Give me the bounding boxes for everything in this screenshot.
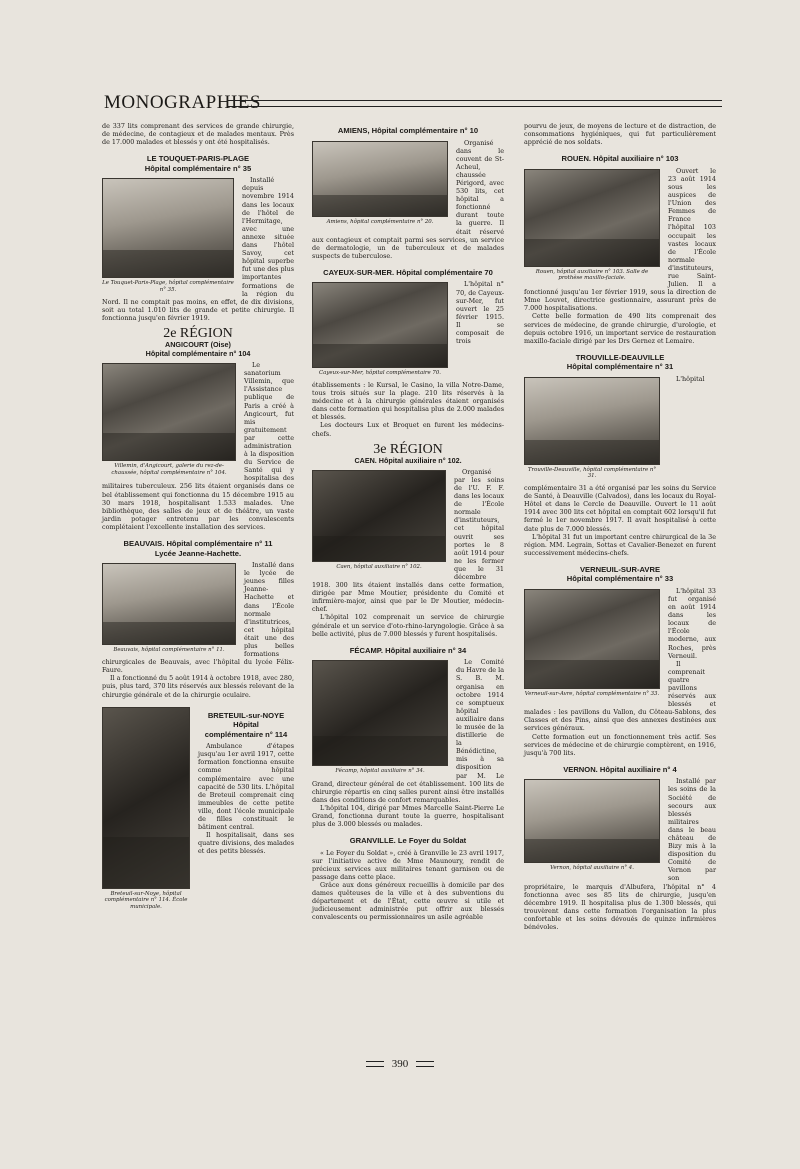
angicourt-heading <box>102 340 294 358</box>
verneuil-text-1: L'hôpital 33 fut organisé en août 1914 dans les locaux de l'École moderne, aux Roches, près Verneuil. <box>668 586 716 660</box>
breteuil-image <box>102 707 190 889</box>
trouville-text-2: L'hôpital 31 fut un important centre chirurgical de la 3e région. MM. Legrain, Sottas et Cavalier-Benezet en furent successivement médecins-chefs. <box>524 532 716 557</box>
verneuil-title: VERNEUIL-SUR-AVRE <box>579 564 661 574</box>
cayeux-title: CAYEUX-SUR-MER. Hôpital complémentaire 70 <box>323 267 493 277</box>
vernon-caption: Vernon, hôpital auxiliaire n° 4. <box>550 865 634 872</box>
rouen-image <box>524 169 660 267</box>
trouville-image <box>524 377 660 465</box>
angicourt-photo <box>102 363 236 476</box>
caen-image <box>312 470 446 562</box>
verneuil-text-2: Il comprenait quatre pavillons réservés aux blessés et malades : les pavillons du Vallon, du Côteau-Sablons, des Classes et des Pins, ainsi que des annexes destinées aux services généraux. <box>524 659 716 733</box>
col1-intro: de 337 lits comprenant des services de grande chirurgie, de médecine, de contagieux et de malades mentaux. Près de 17.000 malades et blessés y ont été hospitalisés. <box>102 122 294 147</box>
verneuil-subtitle: Hôpital complémentaire n° 33 <box>566 574 674 584</box>
caen-photo <box>312 470 446 571</box>
angicourt-text: Le sanatorium Villemin, que l'Assistance publique de Paris a créé à Angicourt, fut mis gratuitement par cette administration à la disposition du Service de Santé qui y hospitalisa des militaires tuberculeux. 256 lits étaient organisés dans ce bel établissement qui fonctionna du 15 décembre 1915 au 30 mars 1918, hospitalisant 1.533 malades. Une bibliothèque, des salles de jeux et de théâtre, un vaste jardin potager entretenu par les convalescents complétaient l'excellente installation des services. <box>102 361 294 531</box>
fecamp-image <box>312 660 448 766</box>
angicourt-subtitle: Hôpital complémentaire n° 104 <box>145 349 251 359</box>
column-2 <box>312 122 504 922</box>
vernon-text: Installé par les soins de la Société de secours aux blessés militaires dans le beau château de Bizy mis à la disposition du Comité de Vernon par son propriétaire, le marquis d'Albufera, l'hôpital n° 4 fonctionna avec ses 85 lits de chirurgie, jusqu'en décembre 1919. Il hospitalisa plus de 1.300 blessés, qui trouvèrent dans cette formation l'organisation la plus confortable et les soins dévoués de quinze infirmières bénévoles. <box>524 777 716 932</box>
fecamp-caption: Fécamp, hôpital auxiliaire n° 34. <box>335 768 425 775</box>
angicourt-title: ANGICOURT (Oise) <box>165 340 231 350</box>
page-footer <box>0 1058 800 1070</box>
amiens-title: AMIENS, Hôpital complémentaire n° 10 <box>337 126 479 135</box>
rouen-caption: Rouen, hôpital auxiliaire n° 103. Salle de prothèse maxillo-faciale. <box>535 268 649 282</box>
beauvais-image <box>102 563 236 645</box>
beauvais-title: BEAUVAIS. Hôpital complémentaire n° 11 <box>123 539 273 549</box>
touquet-caption: Le Touquet-Paris-Plage, hôpital complémentaire n° 35. <box>102 280 234 293</box>
caen-text-2: L'hôpital 102 comprenait un service de chirurgie générale et un service d'oto-rhino-laryngologie. Grâce à sa belle activité, plus de 7.000 blessés y furent hospitalisés. <box>312 613 504 638</box>
page-header-title: MONOGRAPHIES <box>104 92 261 113</box>
breteuil-text-2: Il hospitalisait, dans ses quatre divisions, des malades et des petits blessés. <box>198 831 294 856</box>
breteuil-text-1: Ambulance d'étapes jusqu'au 1er avril 1917, cette formation fonctionna ensuite comme hôpital complémentaire avec une capacité de 530 lits. L'hôpital de Breteuil comprenait cinq immeubles de cette petite ville, dont l'école municipale de filles constituait le bâtiment central. <box>198 742 294 832</box>
verneuil-heading <box>524 565 716 584</box>
touquet-subtitle: Hôpital complémentaire n° 35 <box>144 163 252 173</box>
rouen-title: ROUEN. Hôpital auxiliaire n° 103 <box>561 154 679 164</box>
verneuil-photo <box>524 589 660 698</box>
rouen-text-1: Ouvert le 23 août 1914 sous les auspices de l'Union des Femmes de France l'hôpital 103 occupait les vastes locaux de l'École normale d'instituteurs, rue Saint-Julien. Il a fonctionné jusqu'au 1er février 1919, sous la direction de Mme Louvet, directrice gestionnaire, assurant près de 7.000 hospitalisations. <box>524 166 716 313</box>
fecamp-text-2: L'hôpital 104, dirigé par Mmes Marcelle Saint-Pierre Le Grand, fonctionna durant toute la guerre, hospitalisant plus de 3.000 blessés ou malades. <box>312 803 504 829</box>
column-1 <box>102 122 294 914</box>
amiens-photo <box>312 141 448 226</box>
touquet-title: LE TOUQUET-PARIS-PLAGE <box>146 154 250 164</box>
trouville-title: TROUVILLE-DEAUVILLE <box>575 352 665 362</box>
touquet-photo <box>102 178 234 293</box>
caen-text-1: Organisé par les soins de l'U. F. F. dans les locaux de l'École normale d'instituteurs, cet hôpital ouvrit ses portes le 8 août 1914 pour ne les fermer que le 31 décembre 1918. 300 lits étaient installés dans cette formation, dirigée par Mme Moutier, présidente du Comité et infirmière-major, ainsi que par le Dr Moutier, médecin-chef. <box>312 467 504 614</box>
breteuil-subtitle-2: complémentaire n° 114 <box>204 729 288 739</box>
cayeux-photo <box>312 282 448 377</box>
rouen-photo <box>524 169 660 282</box>
footer-rule-left <box>366 1061 384 1067</box>
trouville-photo <box>524 377 660 480</box>
col3-intro: pourvu de jeux, de moyens de lecture et de distraction, de consommations hygiéniques, qui fut particulièrement apprécié de nos soldats. <box>524 122 716 147</box>
vernon-title: VERNON. Hôpital auxiliaire n° 4 <box>563 764 677 774</box>
beauvais-text-2: Il a fonctionné du 5 août 1914 à octobre 1918, avec 280, puis, plus tard, 370 lits réservés aux blessés relevant de la chirurgie générale et de la chirurgie oculaire. <box>102 674 294 699</box>
granville-text-2: Grâce aux dons généreux recueillis à domicile par des dames quêteuses de la ville et à des subventions du département et de l'État, cette œuvre si utile et judicieusement administrée put offrir aux blessés convalescents ou permissionnaires un asile agréable <box>312 881 504 922</box>
amiens-image <box>312 141 448 217</box>
region-2-heading: 2e RÉGION <box>163 325 233 341</box>
breteuil-caption: Breteuil-sur-Noye, hôpital complémentaire n° 114. École municipale. <box>104 890 188 910</box>
region-3-heading: 3e RÉGION <box>373 441 443 457</box>
amiens-text: Organisé dans le couvent de St-Acheul, chaussée Périgord, avec 530 lits, cet hôpital a fonctionné durant toute la guerre. Il était réservé aux contagieux et comptait parmi ses services, un service de dermatologie, un de tuberculeux et de malades suspects de tuberculose. <box>312 138 504 260</box>
vernon-photo <box>524 779 660 872</box>
trouville-subtitle: Hôpital complémentaire n° 31 <box>566 362 674 372</box>
breteuil-title: BRETEUIL-sur-NOYE <box>207 710 285 720</box>
caen-title: CAEN. Hôpital auxiliaire n° 102. <box>354 455 462 465</box>
breteuil-subtitle-1: Hôpital <box>233 720 259 730</box>
beauvais-text-1: Installé dans le lycée de jeunes filles Jeanne-Hachette et dans l'École normale d'institutrices, cet hôpital était une des plus belles formations chirurgicales de Beauvais, avec l'hôpital du lycée Félix-Faure. <box>102 561 294 675</box>
rouen-text-2: Cette belle formation de 490 lits comprenait des services de médecine, de grande chirurgie, d'urologie, et depuis octobre 1916, un important service de restauration maxillo-faciale dirigé par les Drs Gernez et Lemaire. <box>524 312 716 345</box>
granville-title: GRANVILLE. Le Foyer du Soldat <box>349 836 467 846</box>
verneuil-image <box>524 589 660 689</box>
touquet-text: Installé depuis novembre 1914 dans les locaux de l'hôtel de l'Hermitage, avec une annexe située dans l'hôtel Savoy, cet hôpital superbe fut une des plus importantes formations de la région du Nord. Il ne comptait pas moins, en effet, de dix divisions, soit au total 1.010 lits de grande et petite chirurgie. Il fonctionna jusqu'en février 1919. <box>102 176 294 322</box>
beauvais-photo <box>102 563 236 654</box>
beauvais-heading <box>102 539 294 558</box>
verneuil-text-3: Cette formation eut un fonctionnement très actif. Ses services de médecine et de chirurgie comptèrent, en 1916, jusqu'à 700 lits. <box>524 732 716 757</box>
verneuil-caption: Verneuil-sur-Avre, hôpital complémentaire n° 33. <box>524 690 660 697</box>
column-3 <box>524 122 716 931</box>
trouville-caption: Trouville-Deauville, hôpital complémentaire n° 31. <box>527 466 657 480</box>
fecamp-text-1: Le Comité du Havre de la S. B. M. organisa en octobre 1914 ce somptueux hôpital auxiliaire dans le musée de la distillerie de la Bénédictine, mis à sa disposition par M. Le Grand, directeur général de cet établissement. 100 lits de chirurgie répartis en cinq salles purent ainsi être installés dans des conditions de confort remarquables. <box>312 658 504 804</box>
cayeux-text-2: Les docteurs Lux et Broquet en furent les médecins-chefs. <box>312 421 504 438</box>
cayeux-image <box>312 282 448 368</box>
breteuil-photo <box>102 707 190 911</box>
touquet-image <box>102 178 234 278</box>
footer-rule-right <box>416 1061 434 1067</box>
header-rule <box>228 100 722 107</box>
caen-caption: Caen, hôpital auxiliaire n° 102. <box>336 563 422 570</box>
trouville-heading <box>524 353 716 372</box>
granville-text-1: « Le Foyer du Soldat », créé à Granville le 23 avril 1917, sur l'initiative active de Mme Maunoury, rendit de précieux services aux militaires tenant garnison ou de passage dans cette place. <box>312 848 505 881</box>
fecamp-title: FÉCAMP. Hôpital auxiliaire n° 34 <box>349 645 467 655</box>
angicourt-image <box>102 363 236 461</box>
trouville-text-1: L'hôpital complémentaire 31 a été organisé par les soins du Service de Santé, à Deauville (Calvados), dans les locaux du Royal-Hôtel et dans le Cercle de Deauville. Ouvert le 11 août 1914 avec 300 lits cet hôpital en comptait 602 lorsqu'il fut fermé le 1er novembre 1917. Il avait hospitalisé à cette date plus de 7.000 blessés. <box>524 374 716 533</box>
beauvais-caption: Beauvais, hôpital complémentaire n° 11. <box>113 647 225 654</box>
page-number: 390 <box>391 1058 409 1070</box>
vernon-image <box>524 779 660 863</box>
fecamp-photo <box>312 660 448 775</box>
touquet-heading <box>102 154 294 173</box>
cayeux-text-1: L'hôpital n° 70, de Cayeux-sur-Mer, fut ouvert le 25 février 1915. Il se composait de trois établissements : le Kursal, le Casino, la villa Notre-Dame, tous trois situés sur la plage. 210 lits réservés à la médecine et à la chirurgie générales étaient organisés dans cette formation qui hospitalisa plus de 2.000 malades et blessés. <box>312 280 504 422</box>
cayeux-caption: Cayeux-sur-Mer, hôpital complémentaire 70. <box>319 370 441 377</box>
amiens-caption: Amiens, hôpital complémentaire n° 20. <box>326 218 434 225</box>
beauvais-subtitle: Lycée Jeanne-Hachette. <box>154 548 242 558</box>
angicourt-caption: Villemin, d'Angicourt, galerie du rez-de-chaussée, hôpital complémentaire n° 104. <box>111 463 227 476</box>
